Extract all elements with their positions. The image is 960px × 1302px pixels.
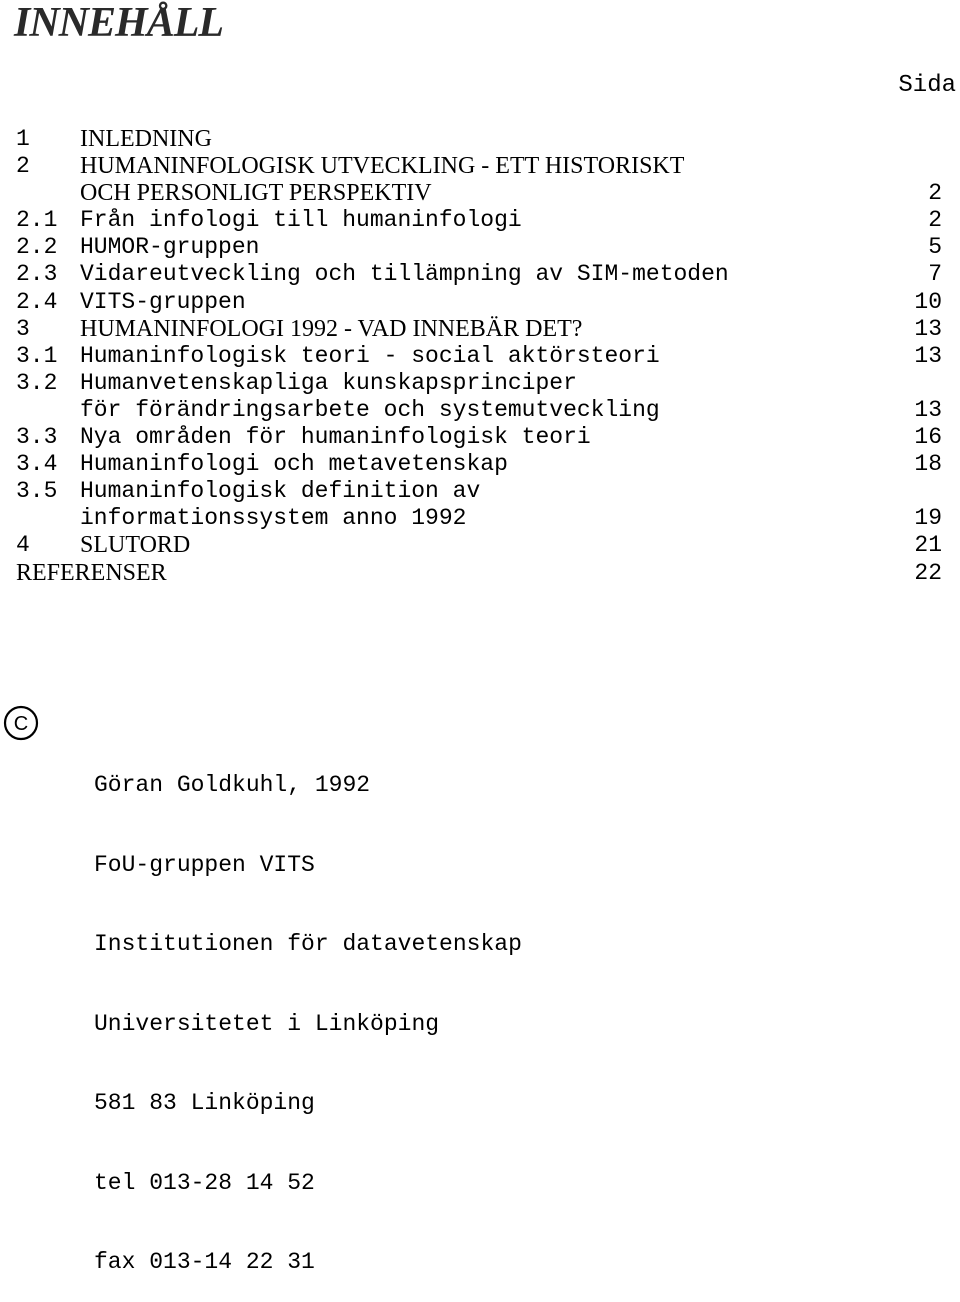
toc-entry xyxy=(16,234,942,261)
toc-entry-text: Humanvetenskapliga kunskapsprinciper xyxy=(80,369,577,396)
university-line: Universitetet i Linköping xyxy=(94,1010,440,1037)
toc-entry xyxy=(16,180,942,207)
toc-entry-page: 2 xyxy=(928,207,942,234)
fax-line: fax 013-14 22 31 xyxy=(94,1249,315,1275)
toc-entry xyxy=(16,397,942,424)
toc-entry-page: 22 xyxy=(914,559,942,586)
toc-entry-text: Vidareutveckling och tillämpning av SIM-metoden xyxy=(80,261,729,288)
toc-entry-page: 13 xyxy=(914,396,942,423)
toc-entry-page: 13 xyxy=(914,315,942,342)
toc-entry xyxy=(16,505,942,532)
toc-entry-number: 3.3 xyxy=(16,424,58,451)
toc-entry-text: HUMANINFOLOGISK UTVECKLING - ETT HISTORISKT xyxy=(80,153,685,180)
page-column-header: Sida xyxy=(898,72,956,99)
toc-entry-number: 3.1 xyxy=(16,342,58,369)
toc-entry-text: Humaninfologi och metavetenskap xyxy=(80,451,508,478)
toc-entry-number: 2.2 xyxy=(16,234,58,261)
toc-entry xyxy=(16,316,942,343)
toc-entry xyxy=(16,478,942,505)
toc-entry-text: HUMANINFOLOGI 1992 - VAD INNEBÄR DET? xyxy=(80,315,583,342)
toc-entry-number: 2.4 xyxy=(16,288,58,315)
toc-entry-number: 3 xyxy=(16,315,30,342)
toc-entry-number: 3.5 xyxy=(16,478,58,505)
toc-entry-number: 1 xyxy=(16,126,30,152)
copyright-icon xyxy=(3,705,39,741)
toc-entry-page: 16 xyxy=(914,424,942,451)
toc-entry-text: för förändringsarbete och systemutveckling xyxy=(80,396,660,423)
toc-entry xyxy=(16,207,942,234)
phone-line: tel 013-28 14 52 xyxy=(94,1169,315,1196)
toc-entry-number: REFERENSER xyxy=(16,559,167,586)
toc-entry xyxy=(16,370,942,397)
toc-entry-text: Nya områden för humaninfologisk teori xyxy=(80,424,591,451)
toc-entry xyxy=(16,153,942,180)
copyright-symbol: C xyxy=(13,713,29,735)
toc-entry-text: Humaninfologisk teori - social aktörsteori xyxy=(80,342,660,369)
toc-entry-text: informationssystem anno 1992 xyxy=(80,505,467,532)
toc-entry-text: VITS-gruppen xyxy=(80,288,246,315)
toc-entry xyxy=(16,560,942,587)
toc-entry-page: 7 xyxy=(928,261,942,288)
toc-entry-page: 19 xyxy=(914,505,942,532)
toc-entry-page: 10 xyxy=(914,288,942,315)
page-title: INNEHÅLL xyxy=(14,0,224,46)
toc-entry-page: 2 xyxy=(928,180,942,207)
toc-entry-number: 3.4 xyxy=(16,451,58,478)
toc-entry xyxy=(16,261,942,288)
department-line: Institutionen för datavetenskap xyxy=(94,931,522,957)
table-of-contents xyxy=(16,126,942,587)
toc-entry xyxy=(16,451,942,478)
toc-entry xyxy=(16,343,942,370)
toc-entry-page: 13 xyxy=(914,342,942,369)
toc-entry-number: 2.3 xyxy=(16,261,58,288)
toc-entry xyxy=(16,289,942,316)
toc-entry-page: 18 xyxy=(914,451,942,478)
group-line: FoU-gruppen VITS xyxy=(94,851,315,878)
toc-entry-text: Humaninfologisk definition av xyxy=(80,478,481,505)
toc-entry-number: 2.1 xyxy=(16,207,58,234)
toc-entry-page: 21 xyxy=(914,532,942,559)
toc-entry-page: 5 xyxy=(928,234,942,261)
toc-entry xyxy=(16,532,942,559)
toc-entry-text: HUMOR-gruppen xyxy=(80,234,260,261)
toc-entry xyxy=(16,424,942,451)
toc-entry-text: SLUTORD xyxy=(80,532,191,559)
toc-entry-number: 2 xyxy=(16,153,30,180)
toc-entry xyxy=(16,126,942,153)
toc-entry-text: Från infologi till humaninfologi xyxy=(80,207,522,234)
postal-line: 581 83 Linköping xyxy=(94,1090,315,1116)
toc-entry-number: 4 xyxy=(16,532,30,559)
toc-entry-number: 3.2 xyxy=(16,369,58,396)
toc-entry-text: INLEDNING xyxy=(80,126,212,152)
copyright-block xyxy=(94,719,522,1302)
toc-entry-text: OCH PERSONLIGT PERSPEKTIV xyxy=(80,180,432,207)
author-line: Göran Goldkuhl, 1992 xyxy=(94,772,371,798)
